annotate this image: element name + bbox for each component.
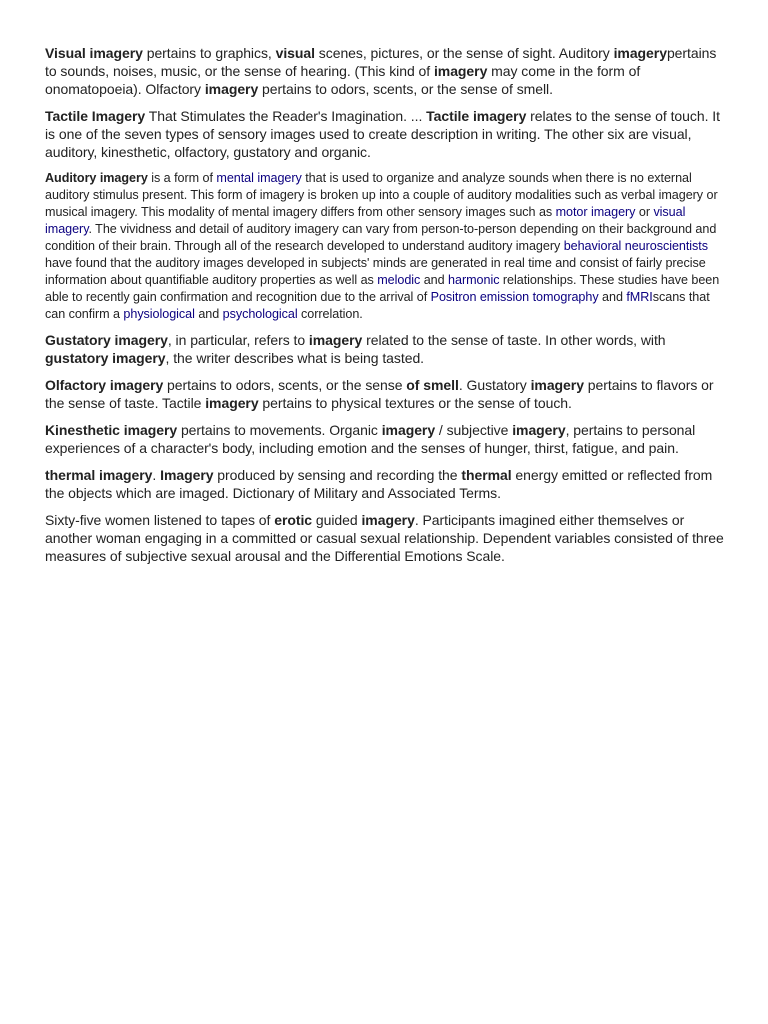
text-run: and [420,273,449,287]
text-run: pertains to sounds, noises, music, or the sense of hearing. (This kind of [45,45,717,79]
inline-link[interactable]: behavioral neuroscientists [563,239,708,253]
bold-term: thermal imagery [45,467,153,483]
inline-link[interactable]: mental imagery [216,171,302,185]
paragraph-olfactory-imagery [45,376,725,412]
text-run: , the writer describes what is being tasted. [165,350,425,366]
inline-link[interactable]: melodic [377,273,421,287]
text-run: and [598,290,627,304]
paragraph-gustatory-imagery [45,331,725,367]
text-run: or [635,205,654,219]
bold-term: imagery [433,63,488,79]
text-run: guided [312,512,362,528]
text-run: correlation. [297,307,363,321]
text-run: produced by sensing and recording the [213,467,462,483]
text-run: relationships. These studies have been able to recently gain confirmation and recognition due to the arrival of [45,273,720,304]
text-run: have found that the auditory images developed in subjects' minds are generated in real time and consist of fairly precise information about quantifiable auditory properties as well as [45,256,706,287]
text-run: pertains to graphics, [142,45,276,61]
inline-link[interactable]: psychological [222,307,298,321]
paragraph-kinesthetic-imagery [45,421,725,457]
text-run: is a form of [147,171,217,185]
inline-link[interactable]: motor imagery [555,205,636,219]
bold-term: Olfactory imagery [45,377,164,393]
bold-term: imagery [381,422,436,438]
text-run: . The vividness and detail of auditory imagery can vary from person-to-person depending on their background and condition of their brain. Through all of the research developed to understand auditory imagery [45,222,717,253]
text-run: may come in the form of onomatopoeia). Olfactory [45,63,641,97]
inline-link[interactable]: visual imagery [45,205,686,236]
bold-term: imagery [530,377,584,393]
bold-term: of smell [406,377,459,393]
bold-term: imagery [205,395,259,411]
text-run: pertains to flavors or the sense of taste. Tactile [45,377,714,411]
bold-term: Gustatory imagery [45,332,168,348]
bold-term: Kinesthetic imagery [45,422,178,438]
text-run: scenes, pictures, or the sense of sight. Auditory [314,45,614,61]
text-run: pertains to odors, scents, or the sense [163,377,407,393]
text-run: that is used to organize and analyze sounds when there is no external auditory stimulus present. This form of imagery is broken up into a couple of auditory modalities such as verbal imagery or musical imagery. This modality of mental imagery differs from other sensory images such as [45,171,718,219]
text-run: pertains to physical textures or the sense of touch. [258,395,572,411]
text-run: That Stimulates the Reader's Imagination. ... [145,108,427,124]
inline-link[interactable]: fMRI [626,290,653,304]
bold-term: Imagery [160,467,214,483]
text-run: related to the sense of taste. In other words, with [362,332,666,348]
bold-term: imagery [308,332,363,348]
inline-link[interactable]: Positron emission tomography [430,290,599,304]
bold-term: Tactile imagery [426,108,527,124]
text-run: , in particular, refers to [167,332,309,348]
text-run: and [194,307,223,321]
bold-term: Auditory imagery [45,171,148,185]
text-run: pertains to odors, scents, or the sense of smell. [258,81,553,97]
paragraph-tactile-imagery [45,107,725,161]
text-run: scans that can confirm a [45,290,710,321]
bold-term: thermal [461,467,512,483]
bold-term: Tactile Imagery [45,108,146,124]
bold-term: imagery [512,422,566,438]
text-run: relates to the sense of touch. It is one of the seven types of sensory images used to create description in writing. The other six are visual, auditory, kinesthetic, olfactory, gustatory and organic. [45,108,720,160]
bold-term: erotic [274,512,313,528]
inline-link[interactable]: physiological [123,307,195,321]
text-run: Sixty-five women listened to tapes of [45,512,275,528]
bold-term: imagery [361,512,415,528]
text-run: . Gustatory [458,377,531,393]
text-run: pertains to movements. Organic [177,422,382,438]
bold-term: gustatory imagery [45,350,166,366]
inline-link[interactable]: harmonic [448,273,500,287]
bold-term: imagery [613,45,667,61]
paragraph-thermal-imagery [45,466,725,502]
text-run: . [152,467,161,483]
paragraph-auditory-imagery [45,170,725,323]
document-body [45,44,725,574]
paragraph-erotic-imagery-study [45,511,725,565]
text-run: / subjective [435,422,513,438]
paragraph-visual-imagery [45,44,725,98]
bold-term: Visual imagery [45,45,143,61]
text-run: , pertains to personal experiences of a character's body, including emotion and the senses of hunger, thirst, fatigue, and pain. [45,422,696,456]
text-run: . Participants imagined either themselves or another woman engaging in a committed or casual sexual relationship. Dependent variables consisted of three measures of subjective sexual arousal and the Differential Emotions Scale. [45,512,724,564]
bold-term: imagery [204,81,259,97]
text-run: energy emitted or reflected from the objects which are imaged. Dictionary of Military and Associated Terms. [45,467,713,501]
bold-term: visual [275,45,315,61]
